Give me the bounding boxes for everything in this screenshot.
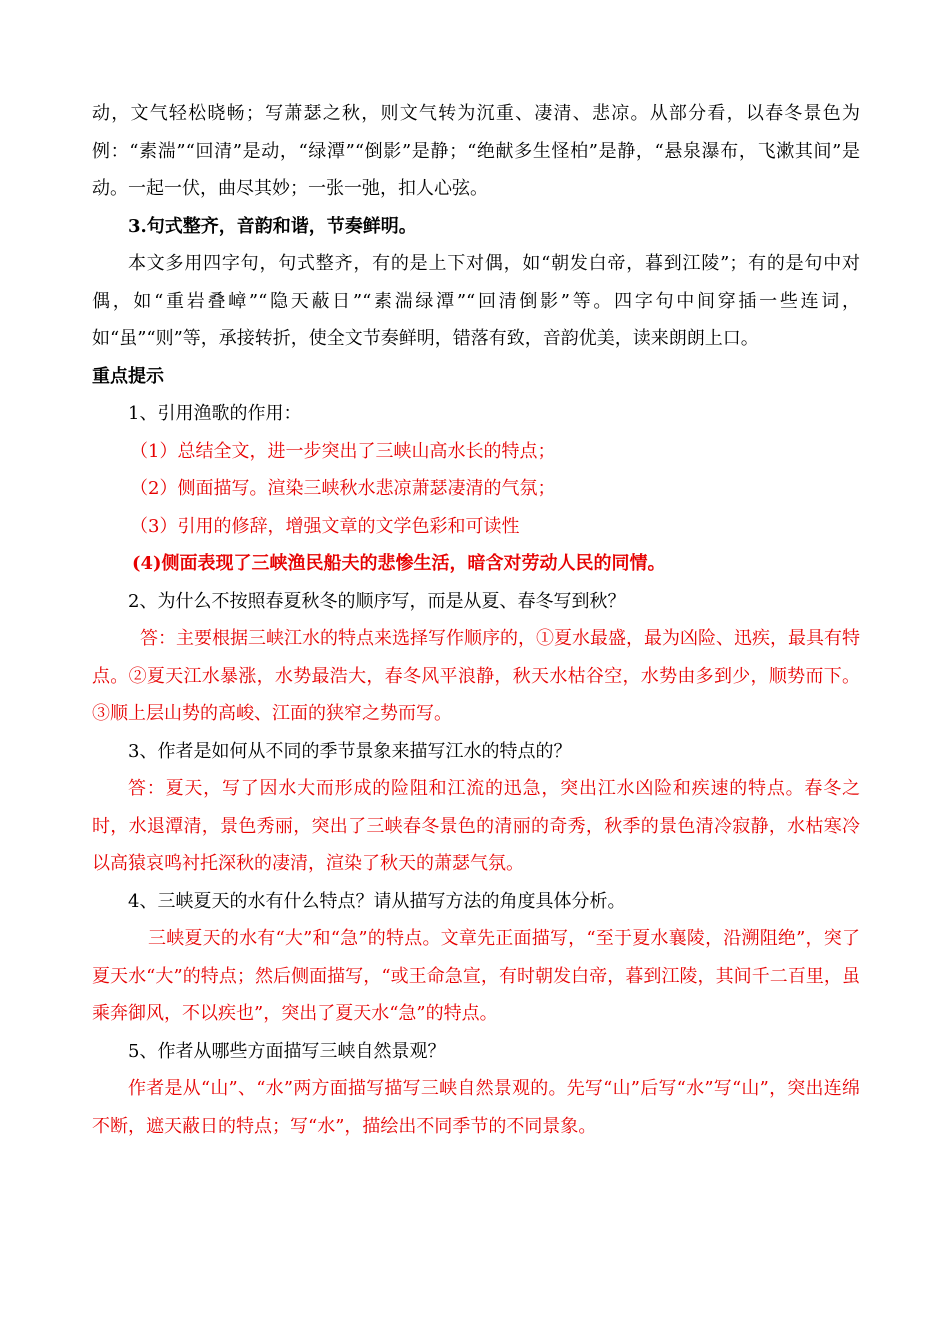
intro-paragraph-1: 动，文气轻松晓畅；写萧瑟之秋，则文气转为沉重、凄清、悲凉。从部分看，以春冬景色为例：“素湍”“回清”是动，“绿潭”“倒影”是静；“绝献多生怪柏”是静，“悬泉瀑布，飞漱其间”是动。一起一伏，曲尽其妙；一张一弛，扣人心弦。 [92, 103, 860, 199]
question-1: 1、引用渔歌的作用： [128, 403, 302, 424]
question-2: 2、为什么不按照春夏秋冬的顺序写，而是从夏、春冬写到秋？ [128, 590, 626, 612]
answer-5: 作者是从“山”、“水”两方面描写描写三峡自然景观的。先写“山”后写“水”写“山”，突出连绵不断，遮天蔽日的特点；写“水”，描绘出不同季节的不同景象。 [92, 1078, 860, 1137]
answer-3: 答：夏天，写了因水大而形成的险阻和江流的迅急，突出江水凶险和疾速的特点。春冬之时，水退潭清，景色秀丽，突出了三峡春冬景色的清丽的奇秀，秋季的景色清冷寂静，水枯寒冷以高猿哀鸣衬托深秋的凄清，渲染了秋天的萧瑟气氛。 [92, 778, 860, 874]
document-page [92, 95, 860, 1145]
answer-4: 三峡夏天的水有“大”和“急”的特点。文章先正面描写，“至于夏水襄陵，沿溯阻绝”，突了夏天水“大”的特点；然后侧面描写，“或王命急宣，有时朝发白帝，暮到江陵，其间千二百里，虽乘奔御风，不以疾也”，突出了夏天水“急”的特点。 [92, 928, 860, 1024]
point-3-title: 3.句式整齐，音韵和谐，节奏鲜明。 [128, 215, 417, 237]
question-3: 3、作者是如何从不同的季节景象来描写江水的特点的？ [128, 740, 572, 762]
intro-paragraph-2: 本文多用四字句，句式整齐，有的是上下对偶，如“朝发白帝，暮到江陵”；有的是句中对偶，如“重岩叠嶂”“隐天蔽日”“素湍绿潭”“回清倒影”等。四字句中间穿插一些连词，如“虽”“则”等，承接转折，使全文节奏鲜明，错落有致，音韵优美，读来朗朗上口。 [92, 253, 860, 349]
question-4: 4、三峡夏天的水有什么特点？请从描写方法的角度具体分析。 [128, 890, 626, 912]
answer-1-item-3: （3）引用的修辞，增强文章的文学色彩和可读性 [130, 515, 520, 537]
answer-1-item-1: （1）总结全文，进一步突出了三峡山高水长的特点； [130, 440, 556, 462]
answer-2: 答：主要根据三峡江水的特点来选择写作顺序的，①夏水最盛，最为凶险、迅疾，最具有特点。②夏天江水暴涨，水势最浩大，春冬风平浪静，秋天水枯谷空，水势由多到少，顺势而下。③顺上层山势的高峻、江面的狭窄之势而写。 [92, 628, 860, 724]
question-5: 5、作者从哪些方面描写三峡自然景观？ [128, 1040, 446, 1062]
key-points-title: 重点提示 [92, 365, 164, 387]
answer-1-item-4: (4)侧面表现了三峡渔民船夫的悲惨生活，暗含对劳动人民的同情。 [132, 553, 666, 574]
answer-1-item-2: （2）侧面描写。渲染三峡秋水悲凉萧瑟凄清的气氛； [130, 478, 556, 499]
